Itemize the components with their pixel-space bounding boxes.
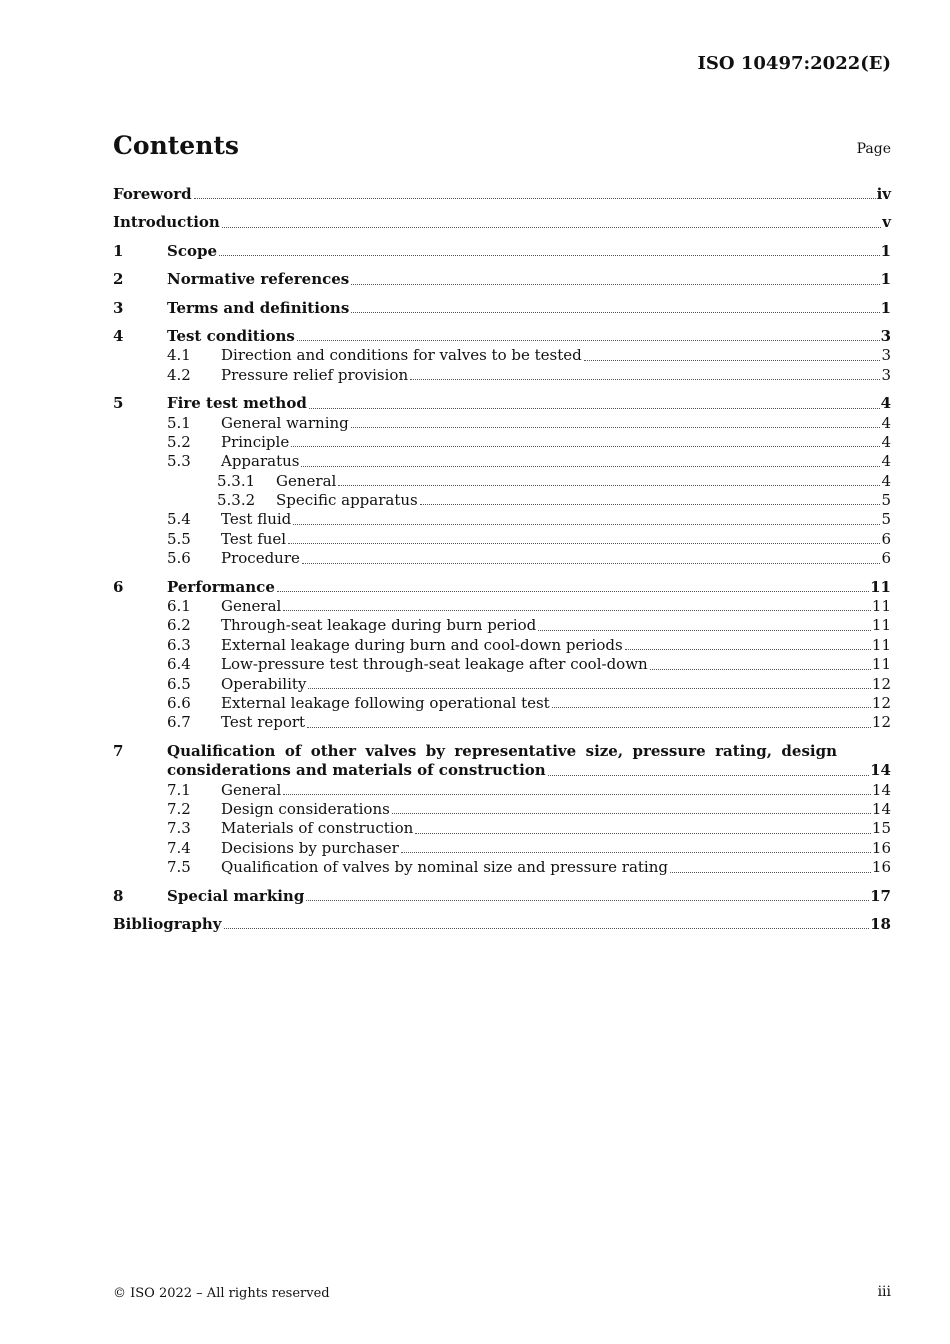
toc-text: Operability — [221, 674, 307, 693]
toc-entry[interactable] — [113, 636, 891, 655]
toc-number: 5.6 — [167, 549, 191, 568]
toc-page-number: 5 — [881, 491, 891, 510]
dot-leader — [291, 445, 880, 447]
toc-text: Introduction — [113, 213, 220, 232]
toc-page-number: 14 — [871, 799, 891, 818]
toc-page-number: 12 — [871, 693, 891, 712]
toc-entry[interactable] — [113, 549, 891, 568]
toc-entry[interactable] — [113, 781, 891, 800]
toc-entry[interactable] — [113, 270, 891, 289]
toc-page-number: 4 — [881, 432, 891, 451]
dot-leader — [548, 774, 869, 776]
toc-entry[interactable] — [113, 414, 891, 433]
dot-leader — [224, 927, 870, 929]
toc-text: General — [221, 780, 282, 799]
toc-page-number: 4 — [881, 471, 891, 490]
dot-leader — [308, 687, 871, 689]
dot-leader — [277, 590, 869, 592]
toc-text: Test conditions — [167, 326, 295, 345]
toc-page-number: 11 — [871, 597, 891, 616]
copyright-notice: © ISO 2022 – All rights reserved — [113, 1286, 330, 1301]
toc-page-number: 17 — [870, 886, 891, 905]
toc-page-number: iv — [876, 184, 891, 203]
toc-page-number: 12 — [871, 713, 891, 732]
toc-entry[interactable] — [113, 915, 891, 934]
toc-entry[interactable] — [113, 213, 891, 232]
toc-number: 4.1 — [167, 346, 191, 365]
toc-page-number: 6 — [881, 549, 891, 568]
dot-leader — [293, 523, 880, 525]
toc-entry-7[interactable] — [113, 742, 891, 781]
toc-number: 5.3.1 — [217, 471, 256, 490]
toc-text: Principle — [221, 432, 290, 451]
table-of-contents — [113, 185, 891, 934]
dot-leader — [283, 793, 871, 795]
toc-text: General warning — [221, 413, 349, 432]
toc-text: External leakage following operational test — [221, 693, 550, 712]
dot-leader — [650, 668, 871, 670]
toc-entry[interactable] — [113, 578, 891, 597]
toc-number: 5.3 — [167, 452, 191, 471]
toc-entry[interactable] — [113, 819, 891, 838]
toc-page-number: 16 — [871, 858, 891, 877]
dot-leader — [307, 726, 871, 728]
dot-leader — [351, 426, 881, 428]
toc-entry[interactable] — [113, 597, 891, 616]
toc-page-number: 14 — [870, 761, 891, 780]
toc-page-number: 5 — [881, 510, 891, 529]
toc-number: 6.7 — [167, 713, 191, 732]
toc-entry-body — [167, 742, 891, 781]
toc-number: 7.1 — [167, 780, 191, 799]
toc-page-number: 12 — [871, 674, 891, 693]
toc-text: Low-pressure test through-seat leakage after cool-down — [221, 655, 648, 674]
toc-text: Scope — [167, 241, 218, 260]
toc-entry[interactable] — [113, 858, 891, 877]
toc-entry[interactable] — [113, 366, 891, 385]
toc-number: 7.4 — [167, 838, 191, 857]
toc-text: Test fuel — [221, 529, 287, 548]
toc-number: 2 — [113, 270, 124, 289]
toc-entry[interactable] — [113, 299, 891, 318]
toc-entry[interactable] — [113, 530, 891, 549]
toc-entry[interactable] — [113, 433, 891, 452]
toc-entry[interactable] — [113, 327, 891, 346]
toc-entry[interactable] — [113, 472, 891, 491]
toc-text: Qualification of valves by nominal size and pressure rating — [221, 858, 668, 877]
dot-leader — [410, 378, 880, 380]
dot-leader — [338, 484, 880, 486]
toc-entry[interactable] — [113, 839, 891, 858]
toc-page-number: 1 — [880, 270, 891, 289]
toc-entry[interactable] — [113, 491, 891, 510]
toc-number: 7.3 — [167, 819, 191, 838]
toc-text: Special marking — [167, 886, 305, 905]
toc-text: Decisions by purchaser — [221, 838, 399, 857]
toc-text: Test fluid — [221, 510, 292, 529]
dot-leader — [625, 648, 871, 650]
document-id: ISO 10497:2022(E) — [697, 53, 891, 74]
toc-entry[interactable] — [113, 510, 891, 529]
toc-page-number: 16 — [871, 838, 891, 857]
toc-number: 5.2 — [167, 432, 191, 451]
toc-page-number: 18 — [870, 914, 891, 933]
toc-number: 5.1 — [167, 413, 191, 432]
toc-entry[interactable] — [113, 887, 891, 906]
dot-leader — [351, 311, 879, 313]
toc-text: Design considerations — [221, 799, 390, 818]
toc-page-number: 1 — [880, 298, 891, 317]
toc-page-number: 3 — [881, 346, 891, 365]
dot-leader — [288, 542, 880, 544]
toc-page-number: 1 — [880, 241, 891, 260]
toc-text: Procedure — [221, 549, 300, 568]
toc-entry[interactable] — [113, 616, 891, 635]
toc-number: 6.1 — [167, 597, 191, 616]
toc-number: 4 — [113, 326, 124, 345]
page-column-label: Page — [856, 141, 891, 157]
toc-text: Direction and conditions for valves to be tested — [221, 346, 582, 365]
dot-leader — [415, 832, 871, 834]
toc-number: 5.3.2 — [217, 491, 256, 510]
toc-entry[interactable] — [113, 185, 891, 204]
dot-leader — [219, 254, 880, 256]
toc-page-number: 11 — [870, 577, 891, 596]
toc-text: Pressure relief provision — [221, 365, 409, 384]
toc-number: 7.2 — [167, 799, 191, 818]
toc-entry[interactable] — [113, 675, 891, 694]
dot-leader — [538, 629, 871, 631]
toc-entry[interactable] — [113, 452, 891, 471]
toc-page-number: 14 — [871, 780, 891, 799]
page-title: Contents — [113, 131, 240, 160]
toc-entry[interactable] — [113, 655, 891, 674]
toc-text: Apparatus — [221, 452, 300, 471]
toc-page-number: 6 — [881, 529, 891, 548]
toc-number: 6.3 — [167, 635, 191, 654]
toc-text-line-1: Qualification of other valves by representative size, pressure rating, design — [167, 741, 837, 760]
dot-leader — [392, 812, 871, 814]
toc-number: 6.6 — [167, 693, 191, 712]
toc-number: 1 — [113, 241, 124, 260]
toc-number: 3 — [113, 298, 124, 317]
toc-number: 6.4 — [167, 655, 191, 674]
dot-leader — [584, 359, 881, 361]
toc-number: 7.5 — [167, 858, 191, 877]
toc-number: 5.4 — [167, 510, 191, 529]
toc-part-2 — [113, 781, 891, 935]
dot-leader — [306, 899, 869, 901]
toc-number: 7 — [113, 741, 124, 760]
toc-page-number: 11 — [871, 616, 891, 635]
toc-page-number: 11 — [871, 635, 891, 654]
dot-leader — [670, 871, 871, 873]
toc-number: 6.5 — [167, 674, 191, 693]
dot-leader — [309, 407, 880, 409]
toc-page-number: 11 — [871, 655, 891, 674]
toc-text: Through-seat leakage during burn period — [221, 616, 537, 635]
toc-text: Normative references — [167, 270, 350, 289]
toc-text: General — [276, 471, 337, 490]
toc-page-number: v — [882, 213, 891, 232]
dot-leader — [420, 503, 881, 505]
toc-number: 6.2 — [167, 616, 191, 635]
toc-text-line-2-row — [167, 761, 891, 780]
dot-leader — [401, 851, 871, 853]
dot-leader — [552, 706, 871, 708]
dot-leader — [302, 562, 881, 564]
toc-text: Bibliography — [113, 914, 222, 933]
toc-text: Materials of construction — [221, 819, 414, 838]
toc-text: Specific apparatus — [276, 491, 418, 510]
toc-entry[interactable] — [113, 394, 891, 413]
toc-text-line-2: considerations and materials of construction — [167, 761, 546, 780]
toc-page-number: 4 — [881, 413, 891, 432]
toc-text: General — [221, 597, 282, 616]
toc-entry[interactable] — [113, 713, 891, 732]
dot-leader — [297, 339, 880, 341]
toc-page-number: 3 — [880, 326, 891, 345]
dot-leader — [222, 226, 881, 228]
toc-page-number: 15 — [871, 819, 891, 838]
toc-text: Foreword — [113, 184, 192, 203]
toc-entry[interactable] — [113, 346, 891, 365]
toc-text: Performance — [167, 577, 275, 596]
toc-entry[interactable] — [113, 694, 891, 713]
toc-page-number: 4 — [881, 452, 891, 471]
toc-page-number: 4 — [880, 394, 891, 413]
toc-number: 6 — [113, 577, 124, 596]
toc-entry[interactable] — [113, 242, 891, 261]
dot-leader — [301, 465, 880, 467]
dot-leader — [283, 609, 871, 611]
toc-number: 5.5 — [167, 529, 191, 548]
toc-entry[interactable] — [113, 800, 891, 819]
dot-leader — [351, 283, 879, 285]
toc-number: 4.2 — [167, 365, 191, 384]
toc-text: Fire test method — [167, 394, 307, 413]
toc-page-number: 3 — [881, 365, 891, 384]
toc-part-1 — [113, 185, 891, 733]
toc-number: 5 — [113, 394, 124, 413]
toc-number: 8 — [113, 886, 124, 905]
toc-text: Test report — [221, 713, 306, 732]
toc-text: External leakage during burn and cool-down periods — [221, 635, 623, 654]
footer-page-number: iii — [877, 1284, 891, 1300]
toc-text: Terms and definitions — [167, 298, 350, 317]
dot-leader — [194, 197, 876, 199]
